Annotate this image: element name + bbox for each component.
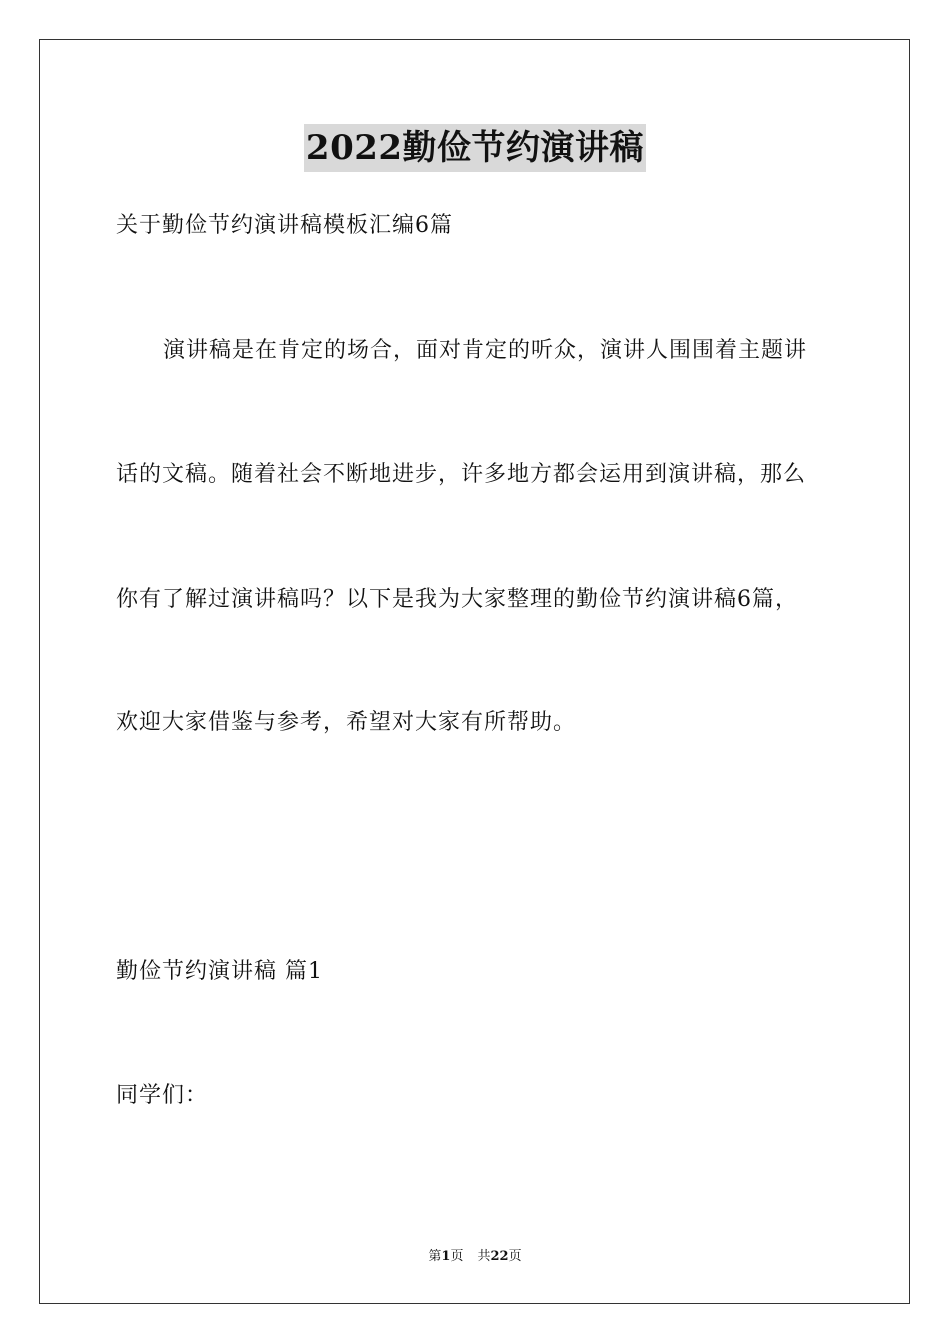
page-footer: [0, 1248, 950, 1266]
page-number: 1: [441, 1249, 451, 1264]
document-title: 2022勤俭节约演讲稿: [304, 124, 646, 172]
salutation: 同学们：: [116, 1083, 209, 1108]
page-prefix: 第: [428, 1249, 442, 1264]
page-suffix: 页: [450, 1249, 464, 1264]
document-subtitle: 关于勤俭节约演讲稿模板汇编6篇: [116, 213, 453, 238]
title-container: [0, 124, 950, 172]
section-heading: 勤俭节约演讲稿 篇1: [116, 959, 323, 984]
total-suffix: 页: [508, 1249, 522, 1264]
total-pages: 22: [490, 1249, 509, 1264]
intro-line-1: 演讲稿是在肯定的场合，面对肯定的听众，演讲人围围着主题讲: [163, 338, 808, 363]
intro-line-2: 话的文稿。随着社会不断地进步，许多地方都会运用到演讲稿，那么: [116, 462, 807, 487]
intro-line-4: 欢迎大家借鉴与参考，希望对大家有所帮助。: [116, 710, 577, 735]
total-prefix: 共: [477, 1249, 491, 1264]
intro-line-3: 你有了解过演讲稿吗？以下是我为大家整理的勤俭节约演讲稿6篇，: [116, 587, 798, 612]
